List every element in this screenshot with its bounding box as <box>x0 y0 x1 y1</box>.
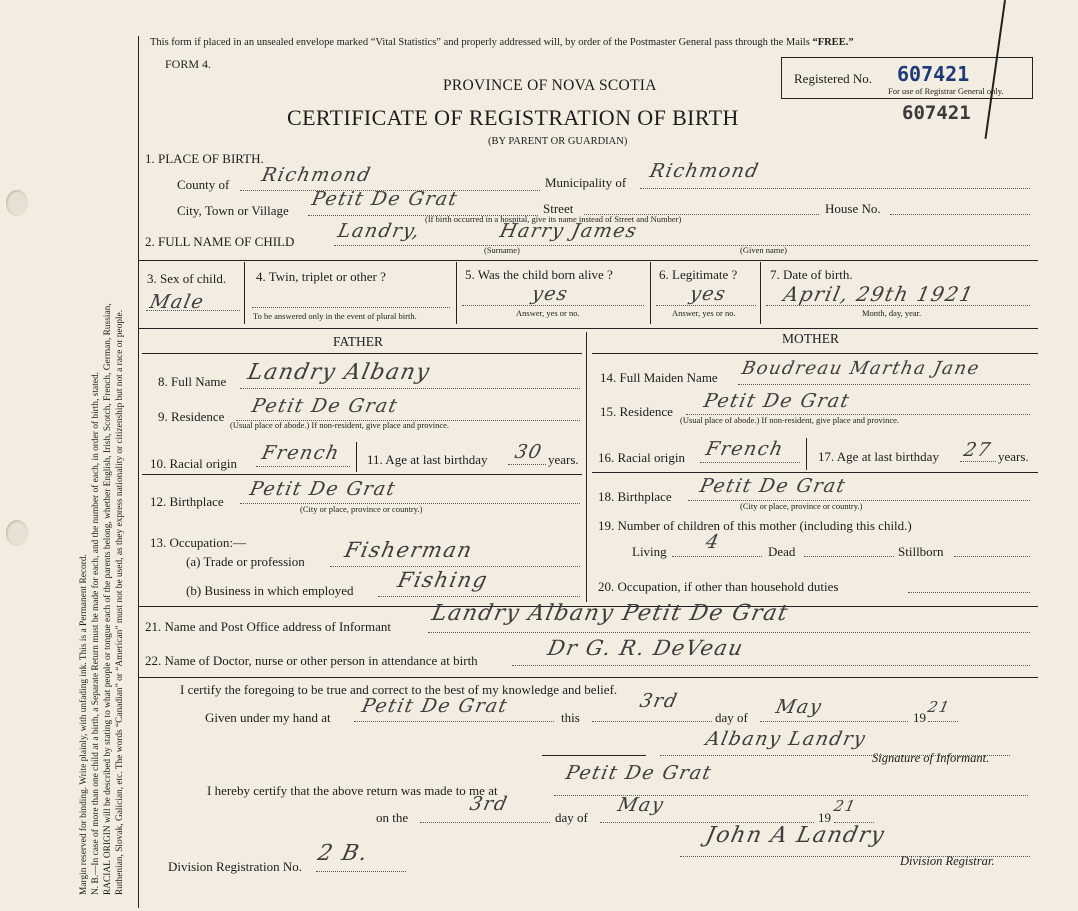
mother-years-label: years. <box>998 449 1029 464</box>
registrar-caption: Division Registrar. <box>900 854 995 868</box>
county-value: Richmond <box>259 164 374 186</box>
mother-residence-note: (Usual place of abode.) If non-resident, give place and province. <box>680 415 900 425</box>
field-line <box>890 214 1030 215</box>
county-label: County of <box>177 177 230 192</box>
on-the-label: on the <box>376 810 409 825</box>
place-heading: 1. PLACE OF BIRTH. <box>145 151 264 166</box>
field-line <box>908 592 1030 593</box>
field-line <box>656 305 756 306</box>
father-age-label: 11. Age at last birthday <box>367 452 488 467</box>
page-subtitle: (BY PARENT OR GUARDIAN) <box>488 136 628 147</box>
divider <box>138 328 1038 329</box>
certify-month: May <box>773 696 825 718</box>
margin-note: Ruthenian, Slovak, Galician, etc. The words “Canadian” or “American” must not be used, as they express nationality or citizenship but not a race or people. <box>115 309 125 895</box>
mother-age-label: 17. Age at last birthday <box>818 449 939 464</box>
twin-note: To be answered only in the event of plural birth. <box>253 311 417 321</box>
field-line <box>330 566 580 567</box>
field-line <box>240 388 580 389</box>
field-line <box>738 384 1030 385</box>
field-line <box>766 305 1030 306</box>
business-value: Fishing <box>395 568 491 592</box>
house-label: House No. <box>825 201 881 216</box>
divider <box>356 442 357 472</box>
divider <box>586 332 587 602</box>
registrar-signature: John A Landry <box>703 823 888 848</box>
municipality-value: Richmond <box>647 160 762 182</box>
mother-residence-value: Petit De Grat <box>701 390 853 412</box>
street-label: Street <box>543 201 574 216</box>
surname-caption: (Surname) <box>484 245 520 255</box>
mother-racial-value: French <box>703 438 787 460</box>
divider <box>806 438 807 470</box>
father-name-value: Landry Albany <box>245 360 433 385</box>
division-value: 2 B. <box>315 841 371 866</box>
registrar-statement: I hereby certify that the above return was made to me at <box>207 783 498 798</box>
field-line <box>804 556 894 557</box>
father-heading: FATHER <box>333 334 384 349</box>
informant-signature-caption: Signature of Informant. <box>872 751 990 765</box>
father-residence-value: Petit De Grat <box>249 395 401 417</box>
alive-value: yes <box>529 283 571 305</box>
field-line <box>256 466 350 467</box>
mother-heading: MOTHER <box>782 331 839 346</box>
divider <box>138 677 1038 678</box>
given-place: Petit De Grat <box>359 695 511 717</box>
registrar-year: 21 <box>832 797 859 815</box>
page-title: CERTIFICATE OF REGISTRATION OF BIRTH <box>287 105 739 130</box>
certify-day-of-label: day of <box>715 710 748 725</box>
mother-occupation-label: 20. Occupation, if other than household duties <box>598 579 839 594</box>
hospital-note: (If birth occurred in a hospital, give its name instead of Street and Number) <box>425 214 682 224</box>
mail-note-free: “FREE.” <box>812 37 854 48</box>
divider <box>244 262 245 324</box>
child-name-label: 2. FULL NAME OF CHILD <box>145 234 295 249</box>
field-line <box>960 461 996 462</box>
father-residence-note: (Usual place of abode.) If non-resident, give place and province. <box>230 420 450 430</box>
divider <box>542 755 646 756</box>
registrar-month: May <box>615 794 667 816</box>
informant-signature: Albany Landry <box>703 728 869 750</box>
division-label: Division Registration No. <box>168 859 302 874</box>
mother-residence-label: 15. Residence <box>600 404 673 419</box>
living-value: 4 <box>703 531 723 553</box>
field-line <box>508 464 546 465</box>
father-birthplace-label: 12. Birthplace <box>150 494 224 509</box>
binding-hole <box>6 520 28 546</box>
mother-name-value: Boudreau Martha Jane <box>739 358 983 379</box>
binding-hole <box>6 190 28 216</box>
stamped-number: 607421 <box>902 102 971 124</box>
business-label: (b) Business in which employed <box>186 583 354 598</box>
margin-note: Margin reserved for binding. Write plainly, with unfading ink. This is a Permanent Record. <box>79 554 89 895</box>
divider <box>592 353 1038 354</box>
form-number: FORM 4. <box>165 57 212 71</box>
city-label: City, Town or Village <box>177 203 289 218</box>
mother-name-label: 14. Full Maiden Name <box>600 370 718 385</box>
father-occupation-label: 13. Occupation:— <box>150 535 247 550</box>
this-label: this <box>561 710 580 725</box>
dead-label: Dead <box>768 544 796 559</box>
field-line <box>672 556 762 557</box>
field-line <box>378 596 580 597</box>
mother-birthplace-label: 18. Birthplace <box>598 489 672 504</box>
dob-value: April, 29th 1921 <box>781 282 977 306</box>
father-residence-label: 9. Residence <box>158 409 225 424</box>
divider <box>142 474 582 475</box>
divider <box>592 472 1038 473</box>
field-line <box>928 721 958 722</box>
certify-year: 21 <box>926 698 953 716</box>
child-surname: Landry, <box>335 220 423 242</box>
father-name-label: 8. Full Name <box>158 374 227 389</box>
dob-caption: Month, day, year. <box>862 308 922 318</box>
father-years-label: years. <box>548 452 579 467</box>
margin-note: N. B.—In case of more than one child at a birth, a Separate Return must be made for each, and the number of each, in order of birth, stated. <box>91 372 101 895</box>
stillborn-label: Stillborn <box>898 544 944 559</box>
doctor-label: 22. Name of Doctor, nurse or other person in attendance at birth <box>145 653 478 668</box>
informant-label: 21. Name and Post Office address of Informant <box>145 619 391 634</box>
twin-label: 4. Twin, triplet or other ? <box>256 269 386 284</box>
legitimate-value: yes <box>687 283 729 305</box>
living-label: Living <box>632 544 667 559</box>
certify-day: 3rd <box>637 690 681 712</box>
children-label: 19. Number of children of this mother (including this child.) <box>598 518 912 533</box>
divider <box>760 262 761 324</box>
field-line <box>954 556 1030 557</box>
divider <box>456 262 457 324</box>
sex-label: 3. Sex of child. <box>147 271 227 286</box>
field-line <box>760 721 908 722</box>
doctor-value: Dr G. R. DeVeau <box>545 636 747 660</box>
mail-note-text: This form if placed in an unsealed envelope marked “Vital Statistics” and properly addressed will, by order of the Postmaster General pass through the Mails <box>150 37 810 48</box>
father-racial-label: 10. Racial origin <box>150 456 238 471</box>
child-given-name: Harry James <box>497 220 640 242</box>
alive-label: 5. Was the child born alive ? <box>465 267 613 282</box>
registered-note: For use of Registrar General only. <box>888 86 1004 96</box>
sex-value: Male <box>147 291 207 313</box>
registrar-day-of-label: day of <box>555 810 588 825</box>
field-line <box>334 245 1030 246</box>
mother-age-value: 27 <box>961 439 994 461</box>
registrar-place: Petit De Grat <box>563 762 715 784</box>
father-age-value: 30 <box>512 441 545 463</box>
divider <box>142 353 582 354</box>
registered-number: 607421 <box>897 62 970 86</box>
field-line <box>420 822 550 823</box>
certify-year-prefix: 19 <box>913 710 926 725</box>
mother-birthplace-note: (City or place, province or country.) <box>740 501 863 511</box>
border-left <box>138 36 139 908</box>
registrar-year-prefix: 19 <box>818 810 831 825</box>
trade-label: (a) Trade or profession <box>186 554 305 569</box>
municipality-label: Municipality of <box>545 175 627 190</box>
margin-notes <box>78 15 138 895</box>
field-line <box>428 632 1030 633</box>
trade-value: Fisherman <box>342 538 476 562</box>
field-line <box>146 310 240 311</box>
dob-label: 7. Date of birth. <box>770 267 853 282</box>
divider <box>650 262 651 324</box>
father-birthplace-note: (City or place, province or country.) <box>300 504 423 514</box>
field-line <box>316 871 406 872</box>
field-line <box>354 721 554 722</box>
field-line <box>700 462 800 463</box>
legitimate-caption: Answer, yes or no. <box>672 308 736 318</box>
alive-caption: Answer, yes or no. <box>516 308 580 318</box>
margin-note: RACIAL ORIGIN will be described by stating to what people or tongue each of the parents belong, whether English, Irish, Scotch, French, German, Russian, <box>103 303 113 895</box>
certify-statement: I certify the foregoing to be true and correct to the best of my knowledge and belief. <box>180 682 618 697</box>
mother-birthplace-value: Petit De Grat <box>697 475 849 497</box>
divider <box>138 260 1038 261</box>
field-line <box>512 665 1030 666</box>
mail-note <box>150 38 854 49</box>
mother-racial-label: 16. Racial origin <box>598 450 686 465</box>
field-line <box>640 188 1030 189</box>
field-line <box>462 305 644 306</box>
city-value: Petit De Grat <box>309 188 461 210</box>
field-line <box>252 307 450 308</box>
father-racial-value: French <box>259 442 343 464</box>
given-label: Given under my hand at <box>205 710 331 725</box>
province-heading: PROVINCE OF NOVA SCOTIA <box>443 77 657 94</box>
informant-value: Landry Albany Petit De Grat <box>429 601 792 626</box>
registered-label: Registered No. <box>794 71 872 86</box>
given-caption: (Given name) <box>740 245 787 255</box>
father-birthplace-value: Petit De Grat <box>247 478 399 500</box>
legitimate-label: 6. Legitimate ? <box>659 267 738 282</box>
registrar-day: 3rd <box>467 793 511 815</box>
field-line <box>592 721 712 722</box>
